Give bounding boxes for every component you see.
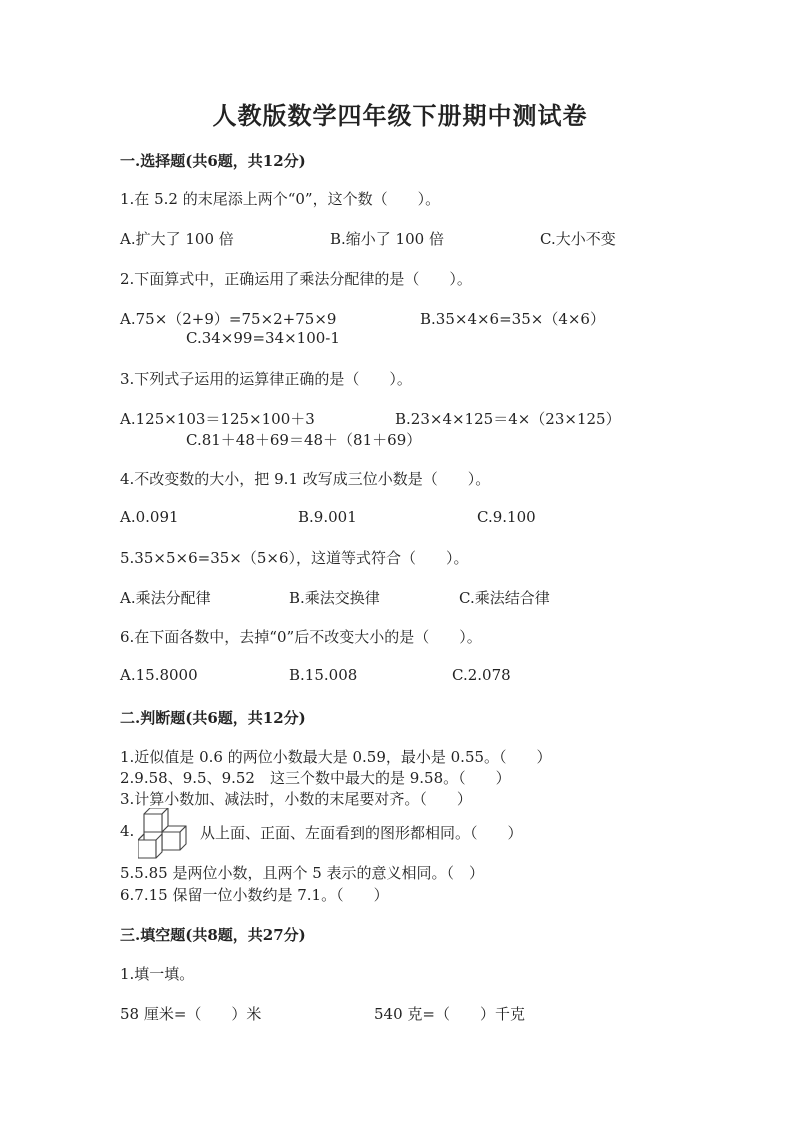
cube-stack-figure [138, 808, 196, 860]
option-b: B.乘法交换律 [289, 589, 380, 607]
judge-item: 5.5.85 是两位小数，且两个 5 表示的意义相同。（ ） [120, 864, 485, 882]
cubes-icon [138, 808, 196, 860]
judge-item: 2.9.58、9.5、9.52 这三个数中最大的是 9.58。（ ） [120, 769, 511, 787]
question-text: 2.下面算式中，正确运用了乘法分配律的是（ ）。 [120, 270, 472, 288]
section-heading-fill: 三.填空题(共8题，共27分) [120, 926, 306, 944]
question-text: 6.在下面各数中，去掉“0”后不改变大小的是（ ）。 [120, 628, 482, 646]
question-text: 5.35×5×6=35×（5×6），这道等式符合（ ）。 [120, 549, 469, 567]
option-a: A.扩大了 100 倍 [120, 230, 234, 248]
judge-item: 1.近似值是 0.6 的两位小数最大是 0.59，最小是 0.55。（ ） [120, 748, 552, 766]
fill-blank: 58 厘米=（ ）米 [120, 1005, 262, 1023]
judge-item: 3.计算小数加、减法时，小数的末尾要对齐。（ ） [120, 790, 472, 808]
option-c: C.9.100 [477, 508, 536, 526]
option-b: B.缩小了 100 倍 [330, 230, 444, 248]
judge-item: 6.7.15 保留一位小数约是 7.1。（ ） [120, 886, 389, 904]
option-c: C.2.078 [452, 666, 511, 684]
question-text: 1.在 5.2 的末尾添上两个“0”，这个数（ ）。 [120, 190, 441, 208]
judge-item: 从上面、正面、左面看到的图形都相同。（ ） [200, 824, 523, 842]
option-a: A.0.091 [120, 508, 179, 526]
option-a: A.乘法分配律 [120, 589, 211, 607]
fill-blank: 540 克=（ ）千克 [374, 1005, 525, 1023]
section-heading-judge: 二.判断题(共6题，共12分) [120, 709, 306, 727]
section-heading-choice: 一.选择题(共6题，共12分) [120, 152, 306, 170]
option-b: B.35×4×6=35×（4×6） [420, 310, 605, 328]
option-c: C.大小不变 [540, 230, 616, 248]
option-a: A.125×103＝125×100＋3 [120, 410, 315, 428]
option-b: B.23×4×125＝4×（23×125） [395, 410, 621, 428]
option-b: B.9.001 [298, 508, 357, 526]
option-c: C.34×99=34×100-1 [186, 329, 340, 347]
judge-item-number: 4. [120, 822, 135, 840]
question-text: 3.下列式子运用的运算律正确的是（ ）。 [120, 370, 412, 388]
option-a: A.15.8000 [120, 666, 198, 684]
option-c: C.81＋48＋69＝48＋（81＋69） [186, 431, 422, 449]
option-b: B.15.008 [289, 666, 358, 684]
question-text: 4.不改变数的大小，把 9.1 改写成三位小数是（ ）。 [120, 470, 491, 488]
exam-title: 人教版数学四年级下册期中测试卷 [212, 101, 588, 130]
question-text: 1.填一填。 [120, 965, 195, 983]
option-a: A.75×（2+9）=75×2+75×9 [120, 310, 337, 328]
option-c: C.乘法结合律 [459, 589, 550, 607]
